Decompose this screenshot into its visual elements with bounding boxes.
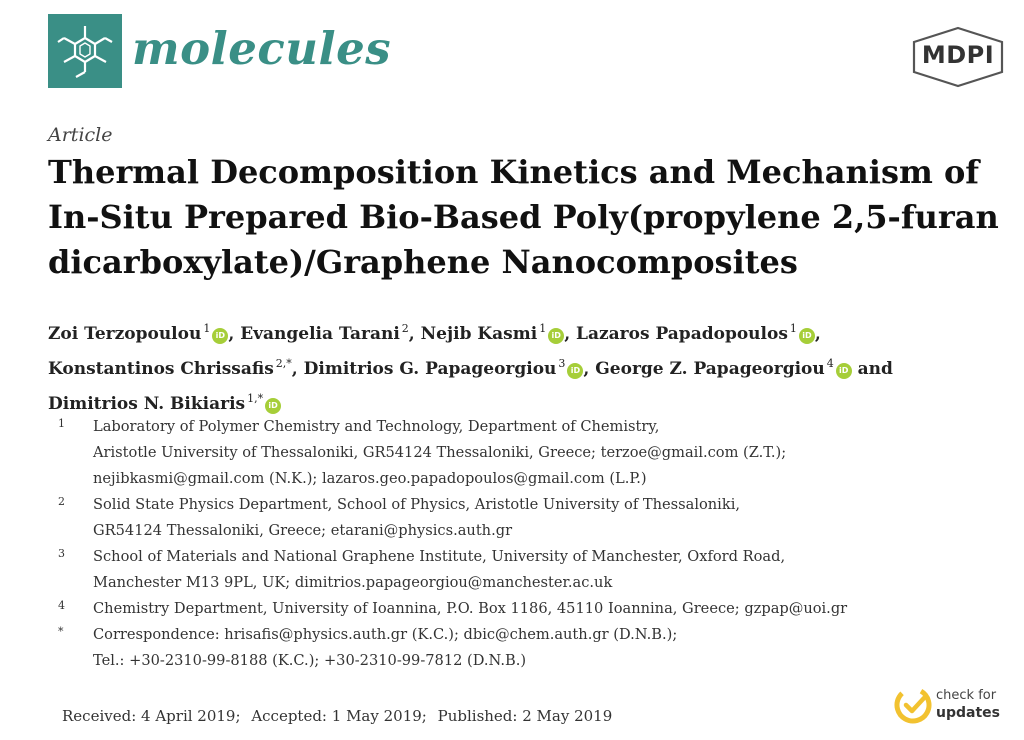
title-line: In-Situ Prepared Bio-Based Poly(propylene 2,5-furan [48,198,999,236]
article-title [48,150,1008,285]
article-type: Article [48,124,113,146]
affiliation-line: Aristotle University of Thessaloniki, GR54124 Thessaloniki, Greece; terzoe@gmail.com (Z.T.); [93,444,787,461]
orcid-icon[interactable]: iD [212,328,228,344]
affiliation-superscript: 1 [539,322,547,335]
affiliation-line: nejibkasmi@gmail.com (N.K.); lazaros.geo.papadopoulos@gmail.com (L.P.) [93,470,647,487]
journal-logo [48,14,122,88]
affiliation-list [58,414,978,674]
affiliation-item [58,414,978,492]
affiliation-superscript: 1 [789,322,797,335]
author-name: Nejib Kasmi [420,324,538,344]
affiliation-item [58,544,978,596]
author-separator: and [851,359,893,379]
author-name: Dimitrios N. Bikiaris [48,394,246,414]
affiliation-superscript: 1,* [247,392,264,405]
orcid-icon[interactable]: iD [265,398,281,414]
orcid-icon[interactable]: iD [548,328,564,344]
affiliation-marker: * [58,625,64,638]
orcid-icon[interactable]: iD [836,363,852,379]
author-separator: , [564,324,571,344]
affiliation-line: Manchester M13 9PL, UK; dimitrios.papageorgiou@manchester.ac.uk [93,574,613,591]
affiliation-superscript: 1 [203,322,211,335]
affiliation-line: School of Materials and National Graphene Institute, University of Manchester, Oxford Road, [93,548,786,565]
author-name: Zoi Terzopoulou [48,324,202,344]
affiliation-line: Tel.: +30-2310-99-8188 (K.C.); +30-2310-99-7812 (D.N.B.) [93,652,527,669]
author-line [48,314,1008,349]
affiliation-line: GR54124 Thessaloniki, Greece; etarani@physics.auth.gr [93,522,513,539]
journal-name: molecules [132,22,392,75]
check-badge-icon [894,686,932,724]
author-separator: , [228,324,235,344]
author-name: Dimitrios G. Papageorgiou [303,359,557,379]
title-line: dicarboxylate)/Graphene Nanocomposites [48,243,798,281]
author-separator: , [583,359,590,379]
affiliation-marker: 1 [58,417,65,430]
author-separator: , [408,324,415,344]
affiliation-line: Correspondence: hrisafis@physics.auth.gr (K.C.); dbic@chem.auth.gr (D.N.B.); [93,626,678,643]
molecule-structure-icon [48,14,122,88]
author-separator: , [291,359,298,379]
correspondence-item [58,622,978,674]
title-line: Thermal Decomposition Kinetics and Mechanism of [48,153,980,191]
author-name: George Z. Papageorgiou [595,359,825,379]
author-line [48,349,1008,384]
affiliation-line: Laboratory of Polymer Chemistry and Technology, Department of Chemistry, [93,418,660,435]
author-name: Evangelia Tarani [240,324,400,344]
affiliation-line: Chemistry Department, University of Ioannina, P.O. Box 1186, 45110 Ioannina, Greece; gzpap@uoi.gr [93,600,848,617]
affiliation-line: Solid State Physics Department, School of Physics, Aristotle University of Thessaloniki, [93,496,740,513]
affiliation-marker: 3 [58,547,65,560]
author-name: Konstantinos Chrissafis [48,359,274,379]
affiliation-superscript: 3 [558,357,566,370]
check-for-label: check for [936,688,997,703]
affiliation-superscript: 2 [401,322,409,335]
affiliation-superscript: 4 [826,357,834,370]
affiliation-marker: 2 [58,495,65,508]
affiliation-marker: 4 [58,599,65,612]
updates-label: updates [936,705,1000,721]
publication-dates [62,704,612,728]
accepted-date: Accepted: 1 May 2019; [251,707,427,725]
author-separator: , [814,324,821,344]
published-date: Published: 2 May 2019 [437,707,613,725]
orcid-icon[interactable]: iD [567,363,583,379]
publisher-name: MDPI [921,41,995,69]
affiliation-item [58,596,978,622]
author-list [48,314,1008,419]
received-date: Received: 4 April 2019; [62,707,241,725]
orcid-icon[interactable]: iD [799,328,815,344]
author-name: Lazaros Papadopoulos [576,324,788,344]
check-for-updates-button[interactable] [894,686,1010,728]
affiliation-item [58,492,978,544]
affiliation-superscript: 2,* [275,357,292,370]
